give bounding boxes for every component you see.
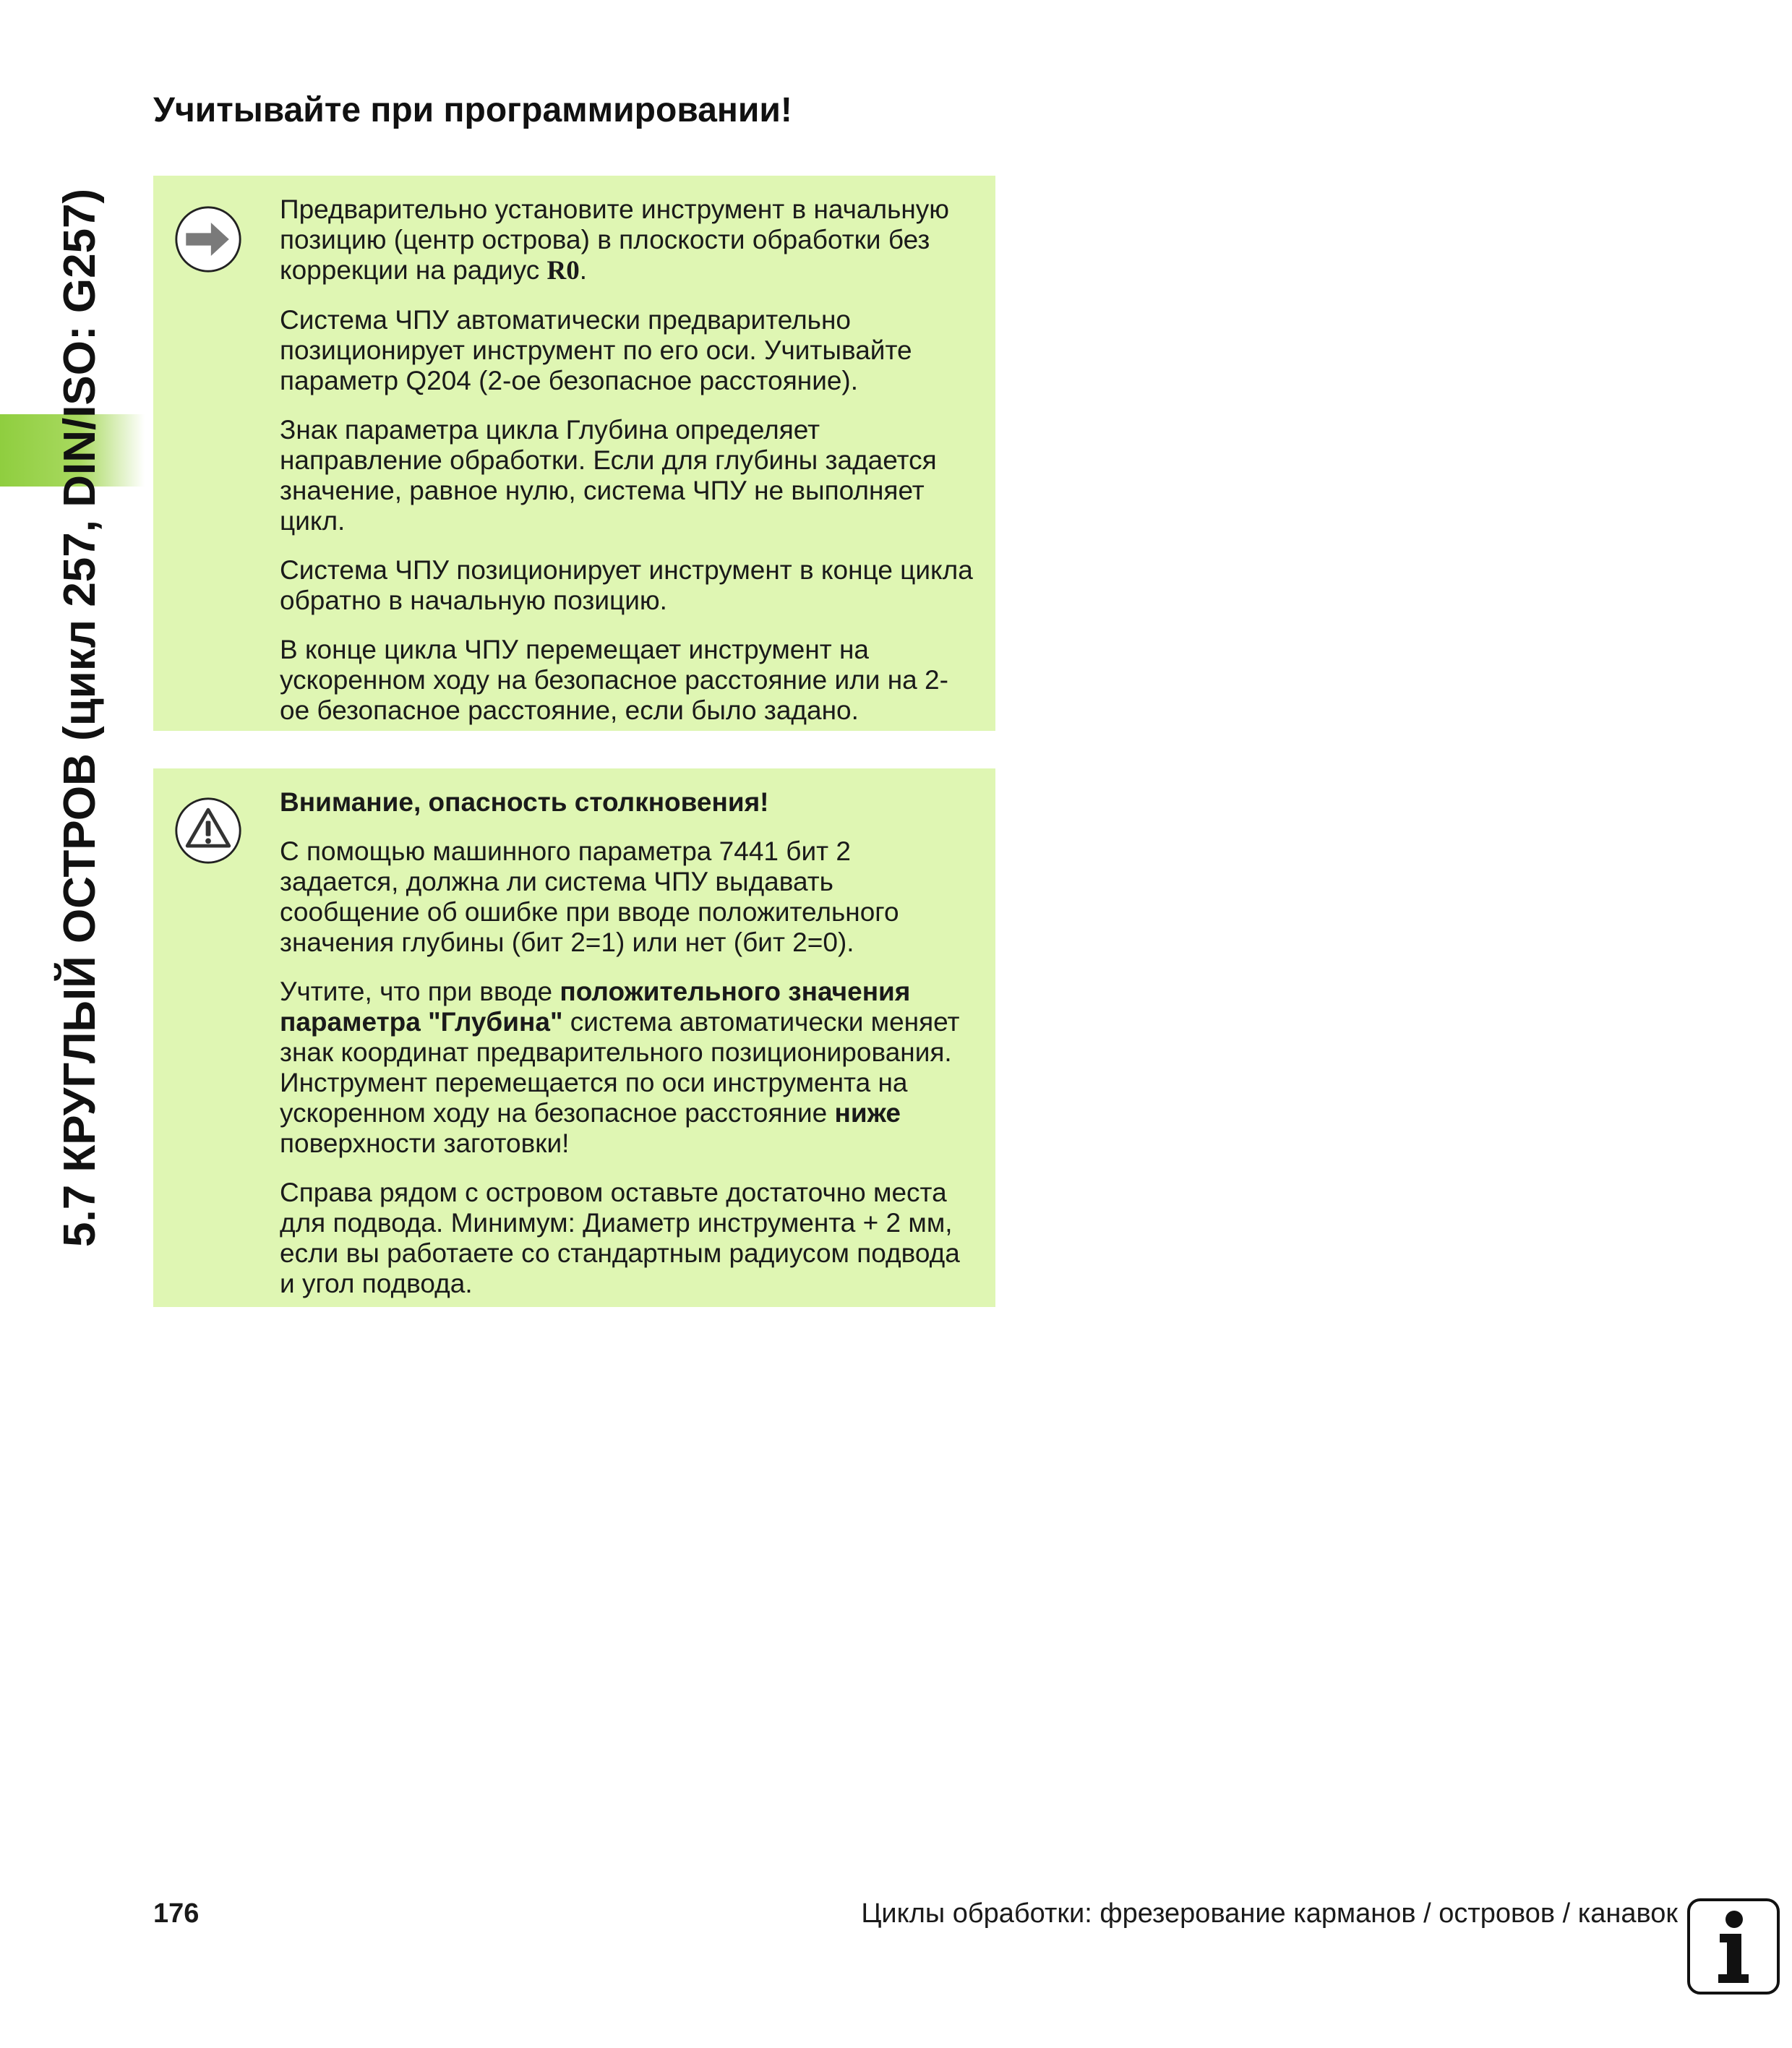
note-box	[153, 176, 995, 731]
warning-box	[153, 768, 995, 1307]
chapter-title: Циклы обработки: фрезерование карманов / островов / канавок	[861, 1898, 1678, 1929]
page-number: 176	[153, 1898, 200, 1929]
page-heading: Учитывайте при программировании!	[153, 91, 792, 129]
warning-paragraph-3: Справа рядом с островом оставьте достаточно места для подвода. Минимум: Диаметр инструмента + 2 мм, если вы работаете со стандартным радиусом подвода и угол подвода.	[280, 1178, 960, 1298]
arrow-right-icon	[173, 205, 243, 274]
warning-triangle-icon	[173, 796, 243, 865]
warning-paragraph-2: Учтите, что при вводе положительного значения параметра "Глубина" система автоматически меняет знак координат предварительного позиционирования. Инструмент перемещается по оси инструмента на ускоренном ходу на безопасное расстояние ниже поверхности заготовки!	[280, 977, 960, 1158]
warning-title: Внимание, опасность столкновения!	[280, 787, 769, 817]
note-paragraph-5: В конце цикла ЧПУ перемещает инструмент на ускоренном ходу на безопасное расстояние или на 2-ое безопасное расстояние, если было задано.	[280, 635, 948, 725]
note-paragraph-1: Предварительно установите инструмент в начальную позицию (центр острова) в плоскости обработки без коррекции на радиус R0.	[280, 194, 950, 286]
section-title-vertical: 5.7 КРУГЛЫЙ ОСТРОВ (цикл 257, DIN/ISO: G257)	[55, 188, 105, 1247]
note-paragraph-2: Система ЧПУ автоматически предварительно позиционирует инструмент по его оси. Учитывайте параметр Q204 (2-ое безопасное расстояние).	[280, 305, 912, 395]
info-icon[interactable]	[1686, 1898, 1780, 1995]
warning-paragraph-1: С помощью машинного параметра 7441 бит 2 задается, должна ли система ЧПУ выдавать сообщение об ошибке при вводе положительного значения глубины (бит 2=1) или нет (бит 2=0).	[280, 836, 899, 957]
note-paragraph-3: Знак параметра цикла Глубина определяет направление обработки. Если для глубины задается значение, равное нулю, система ЧПУ не выполняет цикл.	[280, 415, 937, 536]
radius-code: R0	[546, 256, 580, 286]
note-paragraph-4: Система ЧПУ позиционирует инструмент в конце цикла обратно в начальную позицию.	[280, 555, 973, 615]
